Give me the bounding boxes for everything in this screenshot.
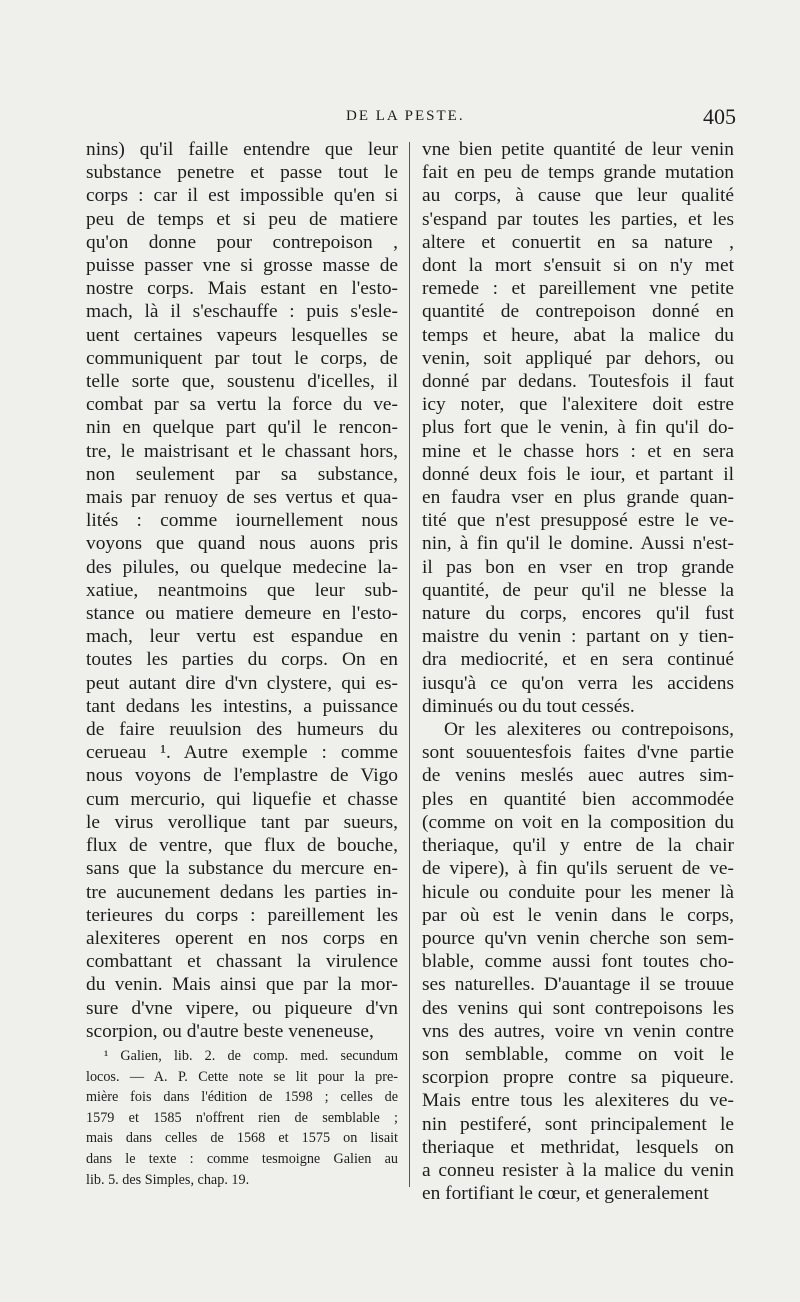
- text-line: du venin. Mais ainsi que par la mor-: [86, 974, 398, 996]
- column-divider: [409, 142, 410, 1187]
- text-line: en faudra vser en plus grande quan-: [422, 487, 734, 509]
- text-line: dans le texte : comme tesmoigne Galien au: [86, 1150, 398, 1167]
- text-line: nin, à fin qu'il le domine. Aussi n'est-: [422, 533, 734, 555]
- text-line: combat par sa vertu la force du ve-: [86, 394, 398, 416]
- text-line: iusqu'à ce qu'on verra les accidens: [422, 672, 734, 694]
- text-line: vns des autres, voire vn venin contre: [422, 1020, 734, 1042]
- text-line: tant dedans les intestins, a puissance: [86, 695, 398, 717]
- text-line: icy noter, que l'alexitere doit estre: [422, 394, 734, 416]
- text-line: tre, le maistrisant et le chassant hors,: [86, 440, 398, 462]
- text-line: Mais entre tous les alexiteres du ve-: [422, 1090, 734, 1112]
- text-line: s'espand par toutes les parties, et les: [422, 208, 734, 230]
- footnote: [86, 1046, 398, 1190]
- text-line: Or les alexiteres ou contrepoisons,: [444, 719, 734, 741]
- text-line: quantité, de peur qu'il ne blesse la: [422, 579, 734, 601]
- text-line: son semblable, comme on voit le: [422, 1043, 734, 1065]
- left-column: [86, 138, 398, 1043]
- running-title: DE LA PESTE.: [346, 108, 465, 124]
- text-line: mach, leur vertu est espandue en: [86, 626, 398, 648]
- text-line: fait en peu de temps grande mutation: [422, 162, 734, 184]
- text-line: sont souuentesfois faites d'vne partie: [422, 742, 734, 764]
- text-line: cum mercurio, qui liquefie et chasse: [86, 788, 398, 810]
- text-line: nin pestiferé, sont principalement le: [422, 1113, 734, 1135]
- text-line: cerueau ¹. Autre exemple : comme: [86, 742, 398, 764]
- text-line: mais par renuoy de ses vertus et qua-: [86, 487, 398, 509]
- text-line: ¹ Galien, lib. 2. de comp. med. secundum: [104, 1048, 398, 1064]
- text-line: nature du corps, encores qu'il fust: [422, 603, 734, 625]
- text-line: substance penetre et passe tout le: [86, 162, 398, 184]
- text-line: puisse passer vne si grosse masse de: [86, 255, 398, 277]
- text-line: pource qu'vn venin cherche son sem-: [422, 927, 734, 949]
- text-line: sure d'vne vipere, ou piqueure d'vn: [86, 997, 398, 1019]
- text-line: de faire reuulsion des humeurs du: [86, 719, 398, 741]
- text-line: par où est le venin dans le corps,: [422, 904, 734, 926]
- text-line: donné deux fois le iour, et partant il: [422, 463, 734, 485]
- text-line: altere et conuertit en sa nature ,: [422, 231, 734, 253]
- text-line: scorpion, ou d'autre beste veneneuse,: [86, 1020, 374, 1042]
- text-line: terieures du corps : pareillement les: [86, 904, 398, 926]
- text-line: il pas bon en vser en trop grande: [422, 556, 734, 578]
- text-line: dont la mort s'ensuit si on n'y met: [422, 255, 734, 277]
- text-line: corps : car il est impossible qu'en si: [86, 185, 398, 207]
- text-line: venin, soit appliqué par dehors, ou: [422, 347, 734, 369]
- text-line: remede : et pareillement vne petite: [422, 278, 734, 300]
- text-line: flux de ventre, que flux de bouche,: [86, 835, 398, 857]
- text-line: vne bien petite quantité de leur venin: [422, 139, 734, 160]
- page-number: 405: [703, 104, 736, 129]
- text-line: (comme on voit en la composition du: [422, 811, 734, 833]
- text-line: tre aucunement dedans les parties in-: [86, 881, 398, 903]
- text-line: mach, là il s'eschauffe : puis s'esle-: [86, 301, 398, 323]
- page-header: [86, 104, 736, 134]
- text-line: xatiue, neantmoins que leur sub-: [86, 579, 398, 601]
- text-line: diminués ou du tout cessés.: [422, 695, 635, 717]
- text-line: telle sorte que, soustenu d'icelles, il: [86, 371, 398, 393]
- text-line: au corps, à cause que leur qualité: [422, 185, 734, 207]
- text-line: des venins qui sont contrepoisons les: [422, 997, 734, 1019]
- text-line: mine et le chasse hors : et en sera: [422, 440, 734, 462]
- text-line: theriaque, qu'il y entre de la chair: [422, 835, 734, 857]
- text-line: ples en quantité bien accommodée: [422, 788, 734, 810]
- right-column: [422, 138, 734, 1205]
- text-line: hicule ou conduite pour les mener là: [422, 881, 734, 903]
- text-line: stance ou matiere demeure en l'esto-: [86, 603, 398, 625]
- text-line: nin en quelque part qu'il le rencon-: [86, 417, 398, 439]
- text-line: peut autant dire d'vn clystere, qui es-: [86, 672, 398, 694]
- text-line: combattant et chassant la virulence: [86, 951, 398, 973]
- text-line: lités : comme iournellement nous: [86, 510, 398, 532]
- text-line: nostre corps. Mais estant en l'esto-: [86, 278, 398, 300]
- text-line: ses naturelles. D'auantage il se trouue: [422, 974, 734, 996]
- text-line: en fortifiant le cœur, et generalement: [422, 1183, 709, 1205]
- text-line: le virus verollique tant par sueurs,: [86, 811, 398, 833]
- text-line: toutes les parties du corps. On en: [86, 649, 398, 671]
- text-line: communiquent par tout le corps, de: [86, 347, 398, 369]
- text-line: de vipere), à fin qu'ils seruent de ve-: [422, 858, 734, 880]
- text-line: voyons que quand nous auons pris: [86, 533, 398, 555]
- text-line: theriaque et methridat, lesquels on: [422, 1136, 734, 1158]
- text-line: qu'on donne pour contrepoison ,: [86, 231, 398, 253]
- text-line: mais dans celles de 1568 et 1575 on lisait: [86, 1130, 398, 1147]
- text-line: locos. — A. P. Cette note se lit pour la pre-: [86, 1068, 398, 1085]
- text-line: lib. 5. des Simples, chap. 19.: [86, 1171, 250, 1188]
- text-line: scorpion propre contre sa piqueure.: [422, 1067, 734, 1089]
- text-line: plus fort que le venin, à fin qu'il do-: [422, 417, 734, 439]
- text-line: nins) qu'il faille entendre que leur: [86, 139, 398, 160]
- text-line: mière fois dans l'édition de 1598 ; celles de: [86, 1089, 398, 1106]
- text-line: de venins meslés auec autres sim-: [422, 765, 734, 787]
- text-line: peu de temps et si peu de matiere: [86, 208, 398, 230]
- text-line: sans que la substance du mercure en-: [86, 858, 398, 880]
- text-line: a conneu resister à la malice du venin: [422, 1159, 734, 1181]
- text-line: maistre du venin : partant on y tien-: [422, 626, 734, 648]
- text-line: non seulement par sa substance,: [86, 463, 398, 485]
- text-line: uent certaines vapeurs lesquelles se: [86, 324, 398, 346]
- text-line: blable, comme aussi font toutes cho-: [422, 951, 734, 973]
- text-line: donné par dedans. Toutesfois il faut: [422, 371, 734, 393]
- text-line: tité que n'est presupposé estre le ve-: [422, 510, 734, 532]
- text-line: alexiteres operent en nos corps en: [86, 927, 398, 949]
- text-line: temps et heure, abat la malice du: [422, 324, 734, 346]
- text-line: dra mediocrité, et en sera continué: [422, 649, 734, 671]
- text-line: quantité de contrepoison donné en: [422, 301, 734, 323]
- text-line: 1579 et 1585 n'offrent rien de semblable ;: [86, 1109, 398, 1126]
- text-line: nous voyons de l'emplastre de Vigo: [86, 765, 398, 787]
- text-line: des pilules, ou quelque medecine la-: [86, 556, 398, 578]
